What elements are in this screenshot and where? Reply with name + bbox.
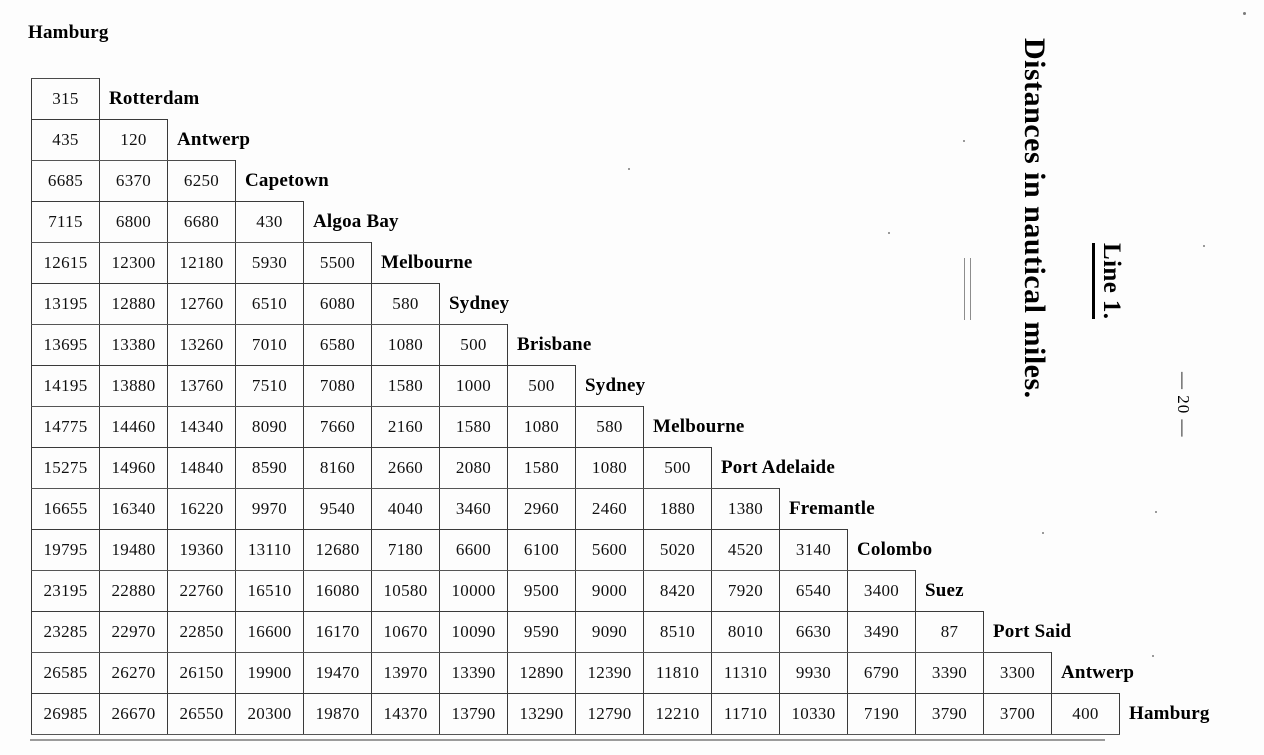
port-name-label: Melbourne xyxy=(381,251,473,273)
distance-cell: 8160 xyxy=(304,448,372,489)
distance-cell: 14340 xyxy=(168,407,236,448)
port-name-label: Rotterdam xyxy=(109,87,200,109)
distance-cell: 2080 xyxy=(440,448,508,489)
port-name-label: Capetown xyxy=(245,169,329,191)
distance-cell: 6630 xyxy=(780,612,848,653)
distance-cell: 10580 xyxy=(372,571,440,612)
distance-cell: 9540 xyxy=(304,489,372,530)
table-row xyxy=(32,530,1210,571)
distance-cell: 3300 xyxy=(984,653,1052,694)
distance-cell: 16600 xyxy=(236,612,304,653)
port-name-label: Sydney xyxy=(585,374,646,396)
distance-cell: 3790 xyxy=(916,694,984,735)
distance-cell: 3490 xyxy=(848,612,916,653)
distance-cell: 6080 xyxy=(304,284,372,325)
distance-cell: 7115 xyxy=(32,202,100,243)
distance-cell: 1580 xyxy=(508,448,576,489)
table-row xyxy=(32,653,1210,694)
distance-cell: 26550 xyxy=(168,694,236,735)
distance-cell: 6100 xyxy=(508,530,576,571)
caption-distances-in-nautical-miles: Distances in nautical miles. xyxy=(1018,38,1051,399)
distance-cell: 19900 xyxy=(236,653,304,694)
distance-cell: 20300 xyxy=(236,694,304,735)
distance-cell: 1080 xyxy=(576,448,644,489)
table-row xyxy=(32,407,1210,448)
distance-cell: 7510 xyxy=(236,366,304,407)
table-row xyxy=(32,489,1210,530)
port-name-label: Brisbane xyxy=(517,333,592,355)
distance-cell: 13380 xyxy=(100,325,168,366)
distance-cell: 1000 xyxy=(440,366,508,407)
distance-cell: 5600 xyxy=(576,530,644,571)
distance-cell: 3460 xyxy=(440,489,508,530)
distance-cell: 13195 xyxy=(32,284,100,325)
distance-cell: 12760 xyxy=(168,284,236,325)
distance-cell: 2660 xyxy=(372,448,440,489)
distance-cell: 7920 xyxy=(712,571,780,612)
port-name-label: Antwerp xyxy=(177,128,251,150)
distance-cell: 8590 xyxy=(236,448,304,489)
distance-cell: 7190 xyxy=(848,694,916,735)
distance-cell: 6685 xyxy=(32,161,100,202)
port-name-label: Port Adelaide xyxy=(721,456,835,478)
caption-line-text: Line 1. xyxy=(1092,243,1125,319)
distance-cell: 12880 xyxy=(100,284,168,325)
distance-cell: 3390 xyxy=(916,653,984,694)
distance-cell: 12615 xyxy=(32,243,100,284)
distance-cell: 15275 xyxy=(32,448,100,489)
distance-cell: 87 xyxy=(916,612,984,653)
distance-cell: 12680 xyxy=(304,530,372,571)
distance-cell: 7180 xyxy=(372,530,440,571)
distance-cell: 580 xyxy=(372,284,440,325)
distance-cell: 10330 xyxy=(780,694,848,735)
distance-cell: 3400 xyxy=(848,571,916,612)
distance-cell: 5930 xyxy=(236,243,304,284)
distance-cell: 13880 xyxy=(100,366,168,407)
distance-cell: 9500 xyxy=(508,571,576,612)
page-number: — 20 — xyxy=(1174,372,1193,438)
distance-cell: 14775 xyxy=(32,407,100,448)
distance-cell: 16170 xyxy=(304,612,372,653)
distance-cell: 22970 xyxy=(100,612,168,653)
distance-cell: 6790 xyxy=(848,653,916,694)
distance-cell: 12300 xyxy=(100,243,168,284)
distance-cell: 22880 xyxy=(100,571,168,612)
distance-cell: 13290 xyxy=(508,694,576,735)
distance-cell: 8090 xyxy=(236,407,304,448)
distance-cell: 400 xyxy=(1052,694,1120,735)
scan-speck xyxy=(1243,12,1246,15)
distance-cell: 120 xyxy=(100,120,168,161)
distance-cell: 26150 xyxy=(168,653,236,694)
distance-cell: 14195 xyxy=(32,366,100,407)
distance-cell: 23285 xyxy=(32,612,100,653)
distance-cell: 6540 xyxy=(780,571,848,612)
distance-cell: 2960 xyxy=(508,489,576,530)
distance-cell: 12790 xyxy=(576,694,644,735)
distance-cell: 1880 xyxy=(644,489,712,530)
distance-cell: 2460 xyxy=(576,489,644,530)
distance-cell: 500 xyxy=(440,325,508,366)
distance-cell: 13695 xyxy=(32,325,100,366)
distance-cell: 6800 xyxy=(100,202,168,243)
distance-cell: 14370 xyxy=(372,694,440,735)
distance-cell: 11310 xyxy=(712,653,780,694)
distance-cell: 1580 xyxy=(372,366,440,407)
distance-cell: 580 xyxy=(576,407,644,448)
distance-cell: 16080 xyxy=(304,571,372,612)
distance-cell: 430 xyxy=(236,202,304,243)
distance-cell: 16340 xyxy=(100,489,168,530)
port-name-label: Antwerp xyxy=(1061,661,1135,683)
distance-cell: 13970 xyxy=(372,653,440,694)
distance-cell: 3700 xyxy=(984,694,1052,735)
distance-cell: 3140 xyxy=(780,530,848,571)
table-row xyxy=(32,448,1210,489)
distance-cell: 9090 xyxy=(576,612,644,653)
distance-cell: 2160 xyxy=(372,407,440,448)
table-row xyxy=(32,571,1210,612)
distance-cell: 26985 xyxy=(32,694,100,735)
distance-cell: 12210 xyxy=(644,694,712,735)
distance-cell: 13790 xyxy=(440,694,508,735)
distance-cell: 1080 xyxy=(372,325,440,366)
distance-cell: 23195 xyxy=(32,571,100,612)
distance-cell: 5020 xyxy=(644,530,712,571)
distance-cell: 8420 xyxy=(644,571,712,612)
port-name-label: Port Said xyxy=(993,620,1072,642)
distance-cell: 26585 xyxy=(32,653,100,694)
distance-cell: 16655 xyxy=(32,489,100,530)
port-name-label: Suez xyxy=(925,579,964,601)
distance-cell: 435 xyxy=(32,120,100,161)
distance-cell: 9930 xyxy=(780,653,848,694)
distance-cell: 9970 xyxy=(236,489,304,530)
distance-cell: 4040 xyxy=(372,489,440,530)
distance-cell: 5500 xyxy=(304,243,372,284)
distance-cell: 10000 xyxy=(440,571,508,612)
distance-cell: 12390 xyxy=(576,653,644,694)
distance-cell: 19470 xyxy=(304,653,372,694)
distance-cell: 7010 xyxy=(236,325,304,366)
distance-cell: 13760 xyxy=(168,366,236,407)
distance-cell: 6600 xyxy=(440,530,508,571)
distance-cell: 4520 xyxy=(712,530,780,571)
distance-cell: 11710 xyxy=(712,694,780,735)
distance-cell: 13390 xyxy=(440,653,508,694)
distance-cell: 315 xyxy=(32,79,100,120)
table-bottom-rule xyxy=(30,739,1105,741)
distance-cell: 19360 xyxy=(168,530,236,571)
distance-cell: 7660 xyxy=(304,407,372,448)
origin-port-label: Hamburg xyxy=(28,22,109,43)
distance-cell: 1380 xyxy=(712,489,780,530)
distance-cell: 26670 xyxy=(100,694,168,735)
port-name-label: Colombo xyxy=(857,538,933,560)
port-name-label: Sydney xyxy=(449,292,510,314)
distance-cell: 10670 xyxy=(372,612,440,653)
table-row xyxy=(32,694,1210,735)
distance-cell: 14840 xyxy=(168,448,236,489)
distance-cell: 22850 xyxy=(168,612,236,653)
distance-cell: 19480 xyxy=(100,530,168,571)
distance-cell: 1080 xyxy=(508,407,576,448)
distance-cell: 16220 xyxy=(168,489,236,530)
distance-cell: 26270 xyxy=(100,653,168,694)
distance-cell: 500 xyxy=(508,366,576,407)
distance-cell: 6680 xyxy=(168,202,236,243)
table-row xyxy=(32,612,1210,653)
distance-cell: 19795 xyxy=(32,530,100,571)
distance-cell: 13260 xyxy=(168,325,236,366)
port-name-label: Algoa Bay xyxy=(313,210,399,232)
distance-cell: 13110 xyxy=(236,530,304,571)
distance-cell: 7080 xyxy=(304,366,372,407)
port-name-label: Melbourne xyxy=(653,415,745,437)
caption-line-number xyxy=(1097,243,1125,319)
distance-cell: 14960 xyxy=(100,448,168,489)
distance-cell: 1580 xyxy=(440,407,508,448)
distance-cell: 9590 xyxy=(508,612,576,653)
distance-cell: 12890 xyxy=(508,653,576,694)
distance-cell: 6250 xyxy=(168,161,236,202)
distance-cell: 22760 xyxy=(168,571,236,612)
distance-cell: 500 xyxy=(644,448,712,489)
distance-cell: 8510 xyxy=(644,612,712,653)
distance-cell: 14460 xyxy=(100,407,168,448)
port-name-label: Fremantle xyxy=(789,497,875,519)
distance-cell: 19870 xyxy=(304,694,372,735)
distance-cell: 9000 xyxy=(576,571,644,612)
distance-cell: 6580 xyxy=(304,325,372,366)
distance-cell: 6370 xyxy=(100,161,168,202)
distance-cell: 8010 xyxy=(712,612,780,653)
distance-cell: 6510 xyxy=(236,284,304,325)
distance-cell: 10090 xyxy=(440,612,508,653)
distance-cell: 11810 xyxy=(644,653,712,694)
port-name-label: Hamburg xyxy=(1129,703,1210,724)
distance-cell: 16510 xyxy=(236,571,304,612)
distance-cell: 12180 xyxy=(168,243,236,284)
